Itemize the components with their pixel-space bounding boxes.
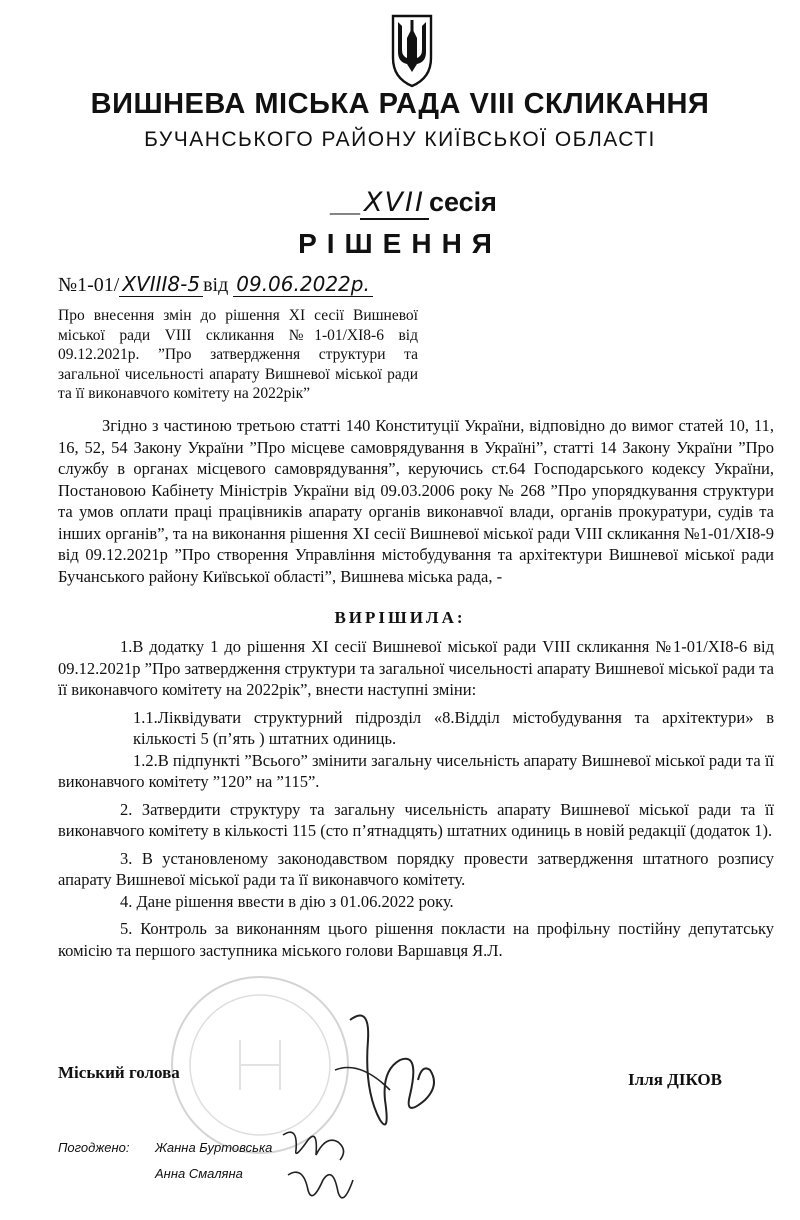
preamble-paragraph: Згідно з частиною третьою статті 140 Конституції України, відповідно до вимог статей 10, 11, 16, 52, 54 Закону України ”Про місцеве самоврядування в Україні”, статті 14 Закону України ”Про службу в органах місцевого самоврядування”, керуючись ст.64 Господарського кодексу України, Постановою Кабінету Міністрів України від 09.03.2006 року № 268 ”Про упорядкування структури та умов оплати праці працівників апарату органів виконавчої влади, органів прокуратури, судів та інших органів”, та на виконання рішення XI сесії Вишневої міської ради VIII скликання №1-01/XI8-9 від 09.12.2021р ”Про створення Управління містобудування та архітектури Вишневої міської ради Бучанського району Київської області”, Вишнева міська рада, -	[58, 416, 774, 586]
handwritten-initials-icon	[278, 1120, 363, 1215]
item-3: 3. В установленому законодавством порядку провести затвердження штатного розпису апарату Вишневої міської ради та її виконавчого комітету.	[58, 848, 774, 889]
preamble-block	[58, 415, 774, 587]
agreed-label: Погоджено:	[58, 1140, 130, 1155]
item-1-1: 1.1.Ліквідувати структурний підрозділ «8.Відділ містобудування та архітектури» в кількості 5 (п’ять ) штатних одиниць.	[133, 707, 774, 748]
decision-number-prefix: №1-01/	[58, 274, 120, 296]
item-2: 2. Затвердити структуру та загальну чисельність апарату Вишневої міської ради та її виконавчого комітету в кількості 115 (сто п’ятнадцять) штатних одиниць в новій редакції (додаток 1).	[58, 799, 774, 840]
item-1: 1.В додатку 1 до рішення XI сесії Вишневої міської ради VIII скликання №1-01/XI8-6 від 09.12.2021р ”Про затвердження структури та загальної чисельності апарату Вишневої міської ради та її виконавчого комітету на 2022рік”, внести наступні зміни:	[58, 637, 774, 699]
decision-date-handwritten: 09.06.2022р.	[233, 272, 373, 297]
document-type-heading: РІШЕННЯ	[298, 228, 502, 259]
decision-number-handwritten: XVIII8-5	[119, 272, 203, 297]
session-number: XVII	[360, 187, 429, 220]
decision-number-line	[58, 272, 373, 297]
agreed-person: Жанна Буртовська	[155, 1140, 273, 1155]
agreed-person: Анна Смаляна	[155, 1166, 243, 1181]
item-1-2: 1.2.В підпункті ”Всього” змінити загальну чисельність апарату Вишневої міської ради та її виконавчого комітету ”120” на ”115”.	[58, 750, 774, 791]
mayor-name: Ілля ДІКОВ	[628, 1070, 722, 1089]
item-4: 4. Дане рішення ввести в дію з 01.06.2022 року.	[120, 891, 454, 911]
date-label: від	[203, 274, 229, 296]
handwritten-signature-icon	[330, 1000, 450, 1140]
trident-coat-of-arms-icon	[389, 12, 435, 88]
council-title: ВИШНЕВА МІСЬКА РАДА VIII СКЛИКАННЯ	[90, 88, 710, 120]
session-line	[330, 187, 497, 218]
session-label: сесія	[428, 187, 497, 217]
item-5: 5. Контроль за виконанням цього рішення покласти на профільну постійну депутатську комісію та першого заступника міського голови Варшавця Я.Л.	[58, 919, 774, 960]
decision-subject: Про внесення змін до рішення XI сесії Вишневої міської ради VIII скликання №1-01/XI8-6 від 09.12.2021р. ”Про затвердження структури та загальної чисельності апарату Вишневої міської ради та її виконавчого комітету на 2022рік”	[58, 307, 418, 402]
session-prefix: __	[330, 187, 361, 217]
decided-heading: ВИРІШИЛА:	[334, 608, 466, 627]
decision-items	[58, 636, 774, 967]
mayor-title: Міський голова	[58, 1063, 180, 1082]
district-subtitle: БУЧАНСЬКОГО РАЙОНУ КИЇВСЬКОЇ ОБЛАСТІ	[144, 128, 656, 151]
